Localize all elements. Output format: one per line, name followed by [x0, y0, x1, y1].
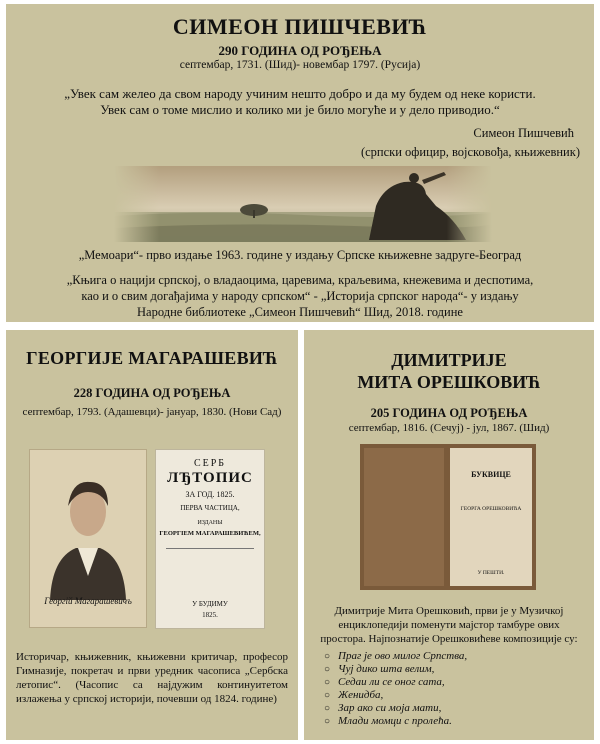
- book-line-3: У ПЕШТИ.: [477, 570, 505, 576]
- quote-line-1: „Увек сам желео да свом народу учиним нешто добро и да му будем од неке користи.: [64, 86, 536, 101]
- circle-bullet-icon: ○: [324, 703, 331, 714]
- bukvica-book-image: [360, 444, 536, 590]
- pischevic-quote: [46, 86, 554, 118]
- list-item: ○ Зар ако си моја мати,: [324, 702, 442, 714]
- pischevic-anniversary: 290 ГОДИНА ОД РОЂЕЊА: [218, 43, 382, 58]
- pischevic-panel: [6, 4, 594, 322]
- oreskovic-title-line-1: ДИМИТРИЈЕ: [391, 350, 507, 370]
- oreskovic-dates: септембар, 1816. (Сечуј) - јул, 1867. (Шид): [348, 422, 550, 434]
- oreskovic-title-line-2: МИТА ОРЕШКОВИЋ: [357, 372, 541, 392]
- letopis-line-4: ПЕРВА ЧАСТИЦА,: [180, 504, 240, 512]
- memoari-note: „Мемоари“- прво издање 1963. године у издању Српске књижевне задруге-Београд: [78, 248, 522, 262]
- magarasevic-anniversary: 228 ГОДИНА ОД РОЂЕЊА: [73, 386, 231, 400]
- oreskovic-anniversary: 205 ГОДИНА ОД РОЂЕЊА: [370, 406, 528, 420]
- book-line-1: „Књига о нацији српској, о владаоцима, царевима, краљевима, кнежевима и деспотима,: [66, 273, 534, 287]
- quote-line-2: Увек сам о томе мислио и колико ми је било могуће и у дело приводио.“: [100, 102, 500, 117]
- book-left-page: [364, 448, 444, 586]
- magarasevic-dates: септембар, 1793. (Адашевци)- јануар, 1830. (Нови Сад): [22, 406, 282, 418]
- book-line-3: Народне библиотеке „Симеон Пишчевић“ Шид, 2018. године: [137, 305, 463, 319]
- compositions-list: [324, 650, 584, 728]
- letopis-line-1: СЕРБ: [193, 458, 227, 469]
- book-line-2: као и о свим догађајима у народу српском“ - „Историја српског народа“- у издању: [81, 289, 519, 303]
- book-right-page: [450, 448, 532, 586]
- list-item: ○ Млади момци с пролећа.: [324, 715, 452, 727]
- letopis-cover-image: [156, 450, 264, 628]
- portrait-signature: Георгiй Магарашевичъ: [44, 596, 132, 606]
- magarasevic-panel: [6, 330, 298, 740]
- list-item: ○ Женидба,: [324, 689, 384, 701]
- letopis-line-7: У БУДИМУ: [192, 600, 228, 608]
- letopis-rule: [166, 548, 254, 549]
- letopis-line-6: ГЕОРГIЕМ МАГАРАШЕВИЋЕМ,: [159, 530, 261, 537]
- pischevic-title: СИМЕОН ПИШЧЕВИЋ: [172, 14, 428, 39]
- list-item: ○ Седаи ли се оног сата,: [324, 676, 445, 688]
- book-line-1: БУКВИЦЕ: [471, 470, 511, 479]
- list-item: ○ Чуј дико шта велим,: [324, 663, 435, 675]
- letopis-line-3: ЗА ГОД. 1825.: [185, 490, 235, 499]
- letopis-line-5: ИЗДАНЫ: [197, 520, 223, 526]
- circle-bullet-icon: ○: [324, 677, 331, 688]
- magarasevic-description: Историчар, књижевник, књижевни критичар, професор Гимназије, покретач и први уредник часописа „Сербска летопис“. (Часопис са најдужим континуитетом излажења у српској историји, почевши од 1824. године): [16, 651, 288, 705]
- book-line-2: ГЕОРГА ОРЕШКОВИЋА: [460, 506, 522, 512]
- oreskovic-description: Димитрије Мита Орешковић, први је у Музичкој енциклопедији поменути мајстор тамбуре ових простора. Најпознатије Орешковићеве композиције су:: [320, 605, 578, 645]
- circle-bullet-icon: ○: [324, 651, 331, 662]
- magarasevic-title: ГЕОРГИЈЕ МАГАРАШЕВИЋ: [26, 348, 278, 368]
- quote-author: Симеон Пишчевић: [473, 126, 574, 140]
- circle-bullet-icon: ○: [324, 716, 331, 727]
- pischevic-dates: септембар, 1731. (Шид)- новембар 1797. (Русија): [179, 59, 421, 71]
- letopis-line-2: ЛЂТОПИС: [167, 470, 253, 486]
- circle-bullet-icon: ○: [324, 664, 331, 675]
- letopis-line-8: 1825.: [202, 611, 218, 619]
- painting-image: [114, 166, 492, 242]
- circle-bullet-icon: ○: [324, 690, 331, 701]
- author-role: (српски официр, војсковођа, књижевник): [360, 145, 580, 159]
- portrait-image: [30, 450, 146, 627]
- history-book-note: [26, 272, 574, 320]
- list-item: ○ Праг је ово милог Српства,: [324, 650, 468, 662]
- oreskovic-panel: [304, 330, 594, 740]
